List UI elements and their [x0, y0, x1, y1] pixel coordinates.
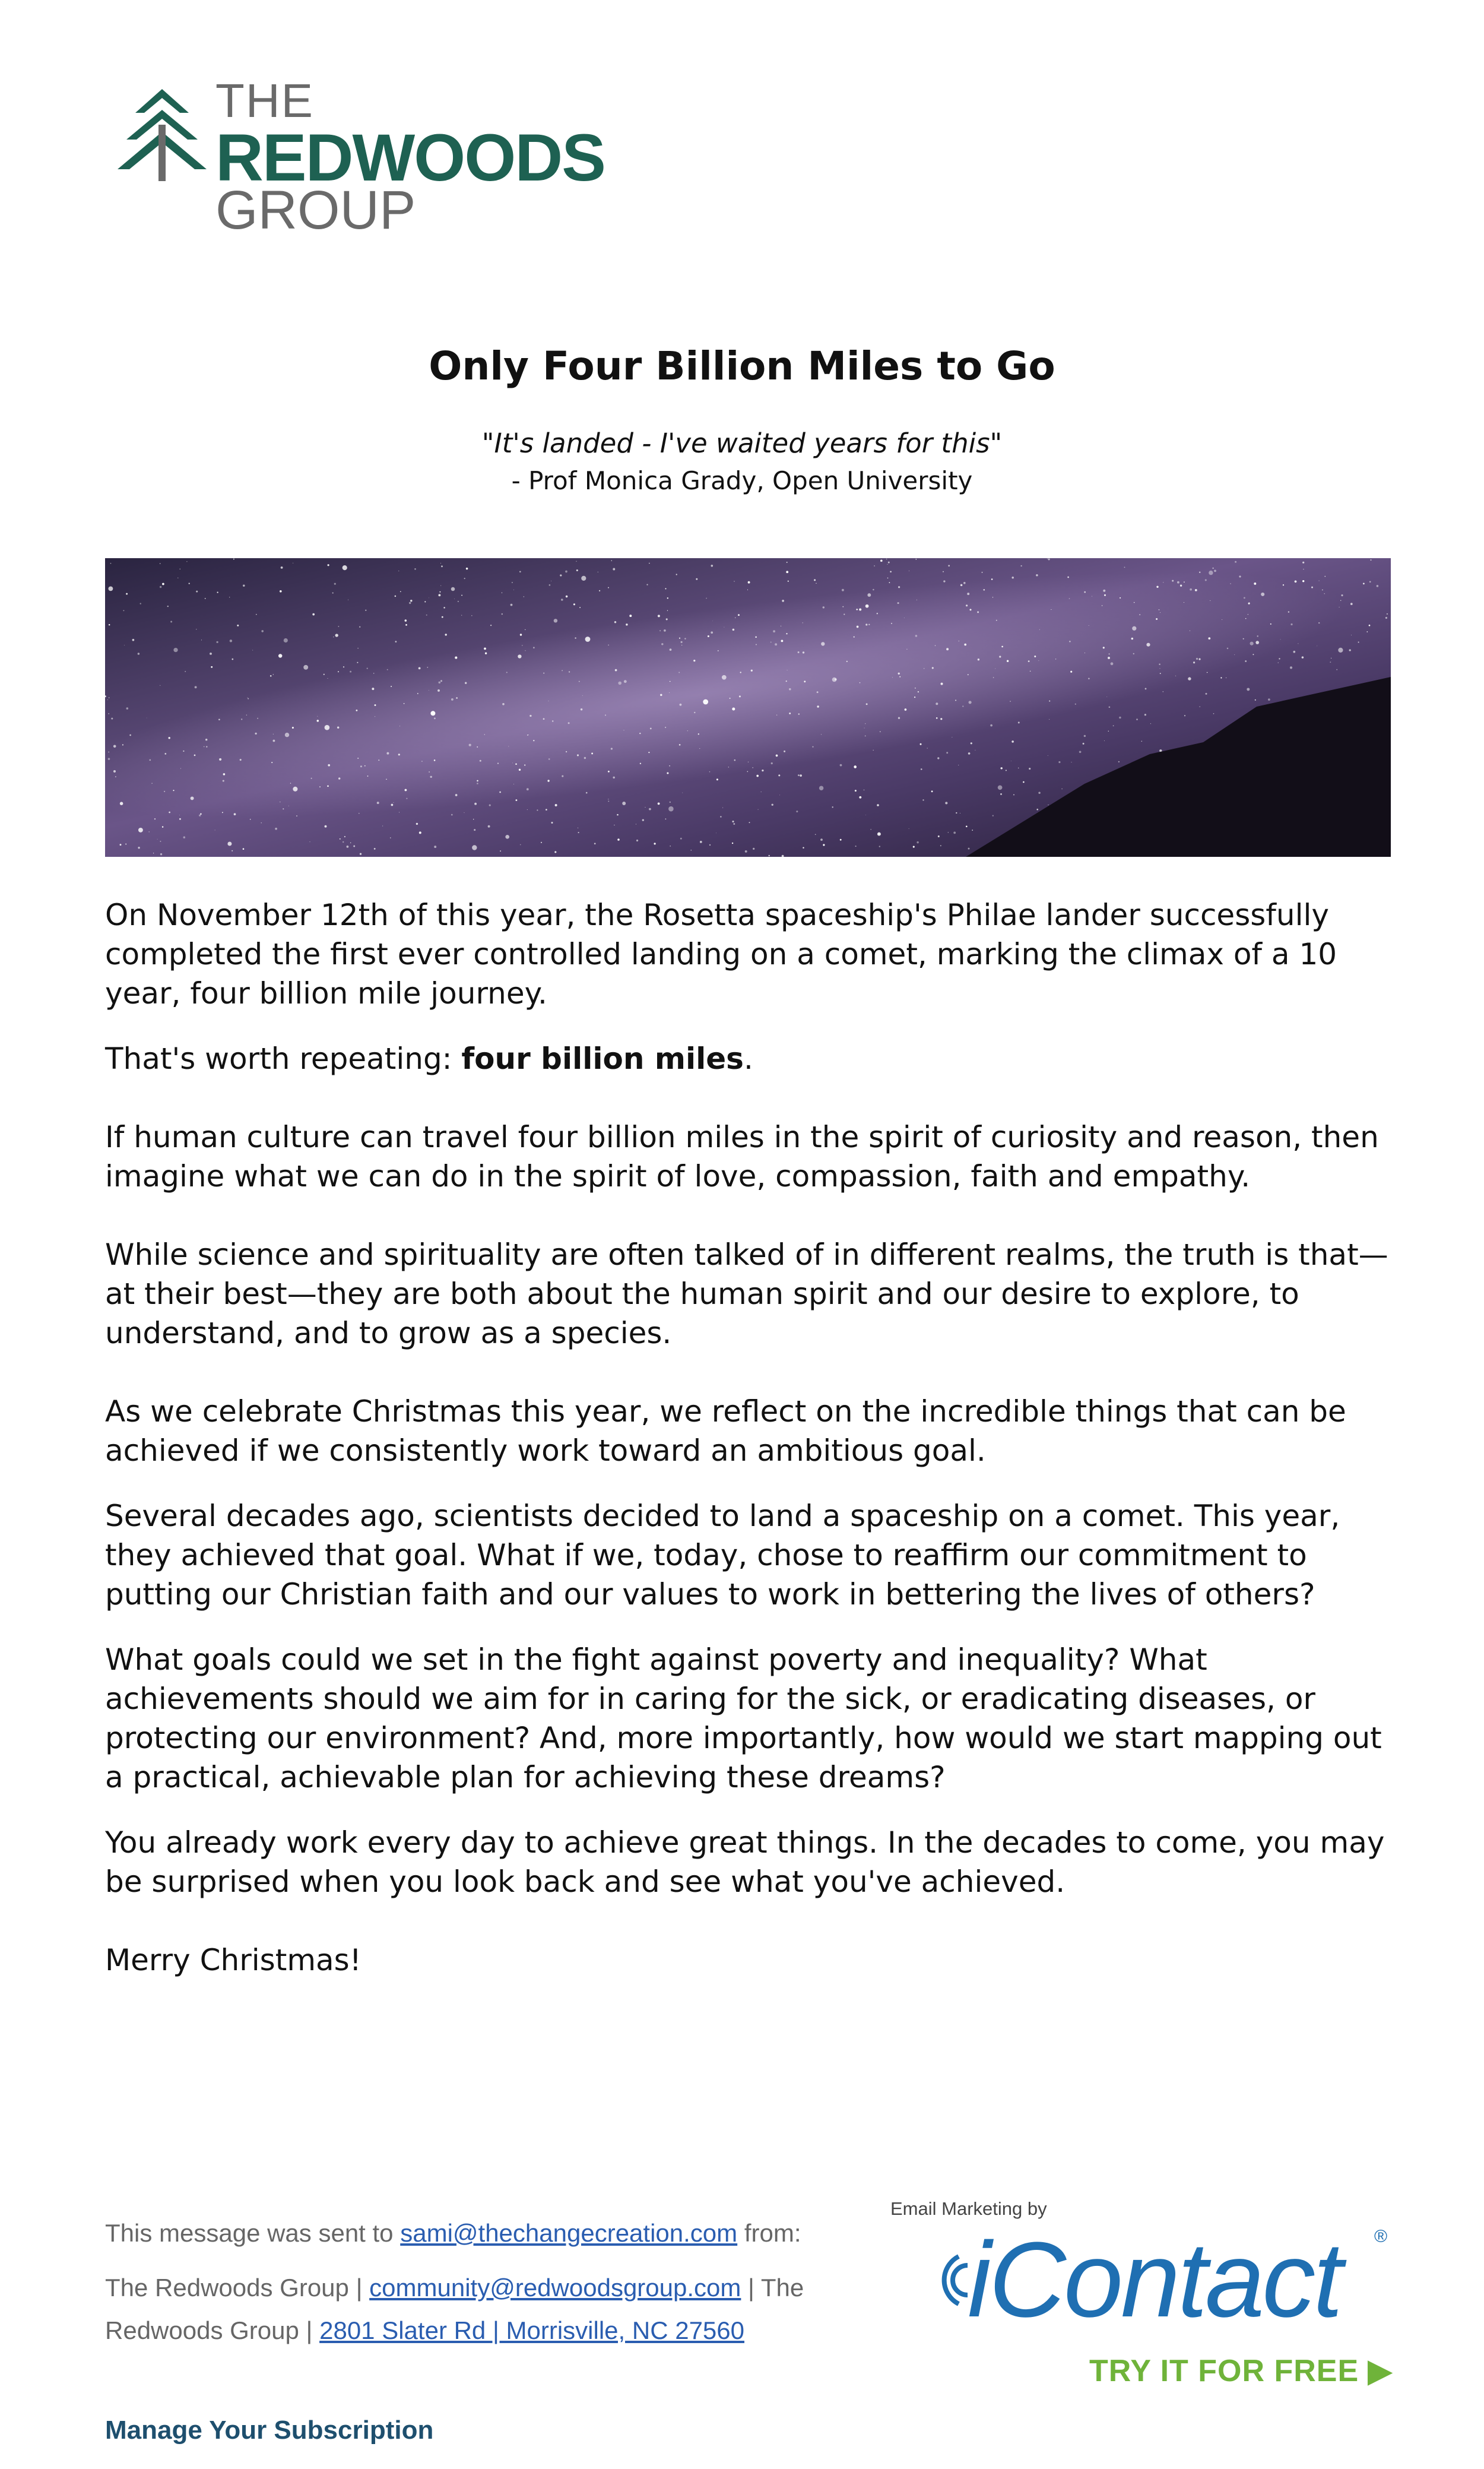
icontact-brand: iContact: [968, 2220, 1341, 2340]
body-paragraph-2-end: .: [743, 1042, 753, 1076]
recipient-email-link[interactable]: sami@thechangecreation.com: [400, 2219, 738, 2247]
sent-to-prefix: This message was sent to: [105, 2219, 401, 2247]
sender-email-link[interactable]: community@redwoodsgroup.com: [369, 2274, 741, 2302]
email-marketing-label: Email Marketing by: [890, 2198, 1047, 2219]
redwoods-logo: [112, 74, 646, 243]
sender-address-link[interactable]: 2801 Slater Rd | Morrisville, NC 27560: [319, 2316, 744, 2344]
body-paragraph-5: As we celebrate Christmas this year, we reflect on the incredible things that can be achieved if we consistently work toward an ambitious goal.: [105, 1394, 1346, 1468]
body-paragraph-7: What goals could we set in the fight against poverty and inequality? What achievements should we aim for in caring for the sick, or eradicating diseases, or protecting our environment? And, more importantly, how would we start mapping out a practical, achievable plan for achieving these dreams?: [105, 1642, 1382, 1794]
sent-to-line: [105, 2212, 877, 2255]
play-arrow-icon: ▶: [1368, 2354, 1393, 2388]
emphasis-four-billion-miles: four billion miles: [461, 1042, 744, 1076]
logo-line-redwoods: REDWOODS: [215, 121, 605, 195]
logo-line-the: THE: [215, 74, 314, 127]
icontact-logo[interactable]: [923, 2220, 1398, 2345]
sent-to-suffix: from:: [737, 2219, 801, 2247]
body-paragraph-1: On November 12th of this year, the Rosetta spaceship's Philae lander successfully completed the first ever controlled landing on a comet, marking the climax of a 10 year, four billion mile journey.: [105, 898, 1337, 1011]
starfield-image: [105, 558, 1391, 857]
logo-line-group: GROUP: [215, 180, 416, 240]
quote-text: "It's landed - I've waited years for this": [481, 428, 1003, 459]
sender-info: [105, 2267, 877, 2352]
email-footer: [105, 2212, 877, 2352]
message-body: [105, 895, 1399, 1980]
sender-org-repeat: | The Redwoods Group |: [105, 2274, 804, 2344]
body-paragraph-4: While science and spirituality are often talked of in different realms, the truth is that—at their best—they are both about the human spirit and our desire to explore, to understand, and to grow as a species.: [105, 1237, 1388, 1350]
page-title: Only Four Billion Miles to Go: [429, 343, 1055, 389]
night-sky-hero-image: [105, 558, 1391, 857]
quote-attribution: - Prof Monica Grady, Open University: [511, 466, 973, 495]
body-paragraph-2: [105, 1039, 1399, 1078]
try-it-free-label: TRY IT FOR FREE: [1089, 2354, 1359, 2388]
sender-org: The Redwoods Group |: [105, 2274, 370, 2302]
manage-subscription-link[interactable]: Manage Your Subscription: [105, 2416, 434, 2445]
body-paragraph-2-text: That's worth repeating:: [105, 1042, 462, 1076]
closing-greeting: Merry Christmas!: [105, 1943, 362, 1977]
try-it-free-cta[interactable]: [1089, 2353, 1393, 2389]
registered-mark: ®: [1374, 2227, 1388, 2246]
signal-waves-icon: [923, 2245, 971, 2316]
body-paragraph-3: If human culture can travel four billion miles in the spirit of curiosity and reason, then imagine what we can do in the spirit of love, compassion, faith and empathy.: [105, 1120, 1379, 1194]
body-paragraph-6: Several decades ago, scientists decided to land a spaceship on a comet. This year, they achieved that goal. What if we, today, chose to reaffirm our commitment to putting our Christian faith and our values to work in bettering the lives of others?: [105, 1499, 1340, 1612]
body-paragraph-8: You already work every day to achieve great things. In the decades to come, you may be surprised when you look back and see what you've achieved.: [105, 1825, 1385, 1899]
tree-logo-icon: [112, 89, 213, 190]
